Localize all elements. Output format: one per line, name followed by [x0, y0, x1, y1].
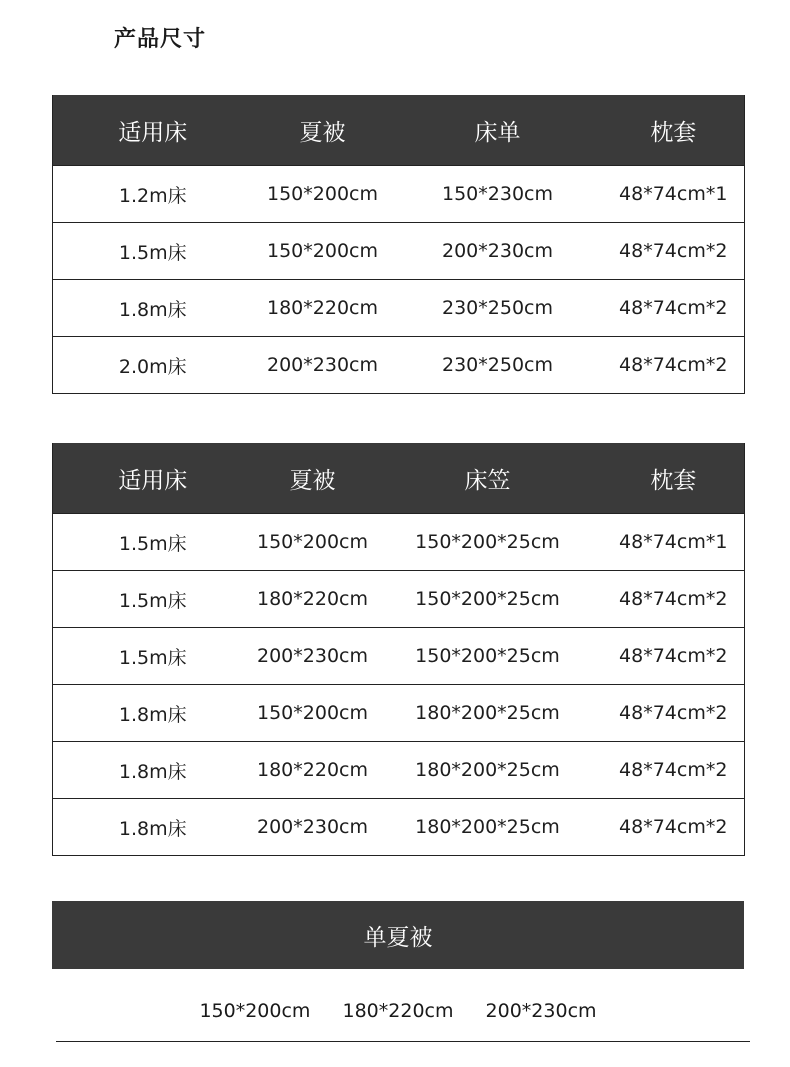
- table-row: [53, 571, 745, 628]
- table-row: [53, 223, 745, 280]
- cell-bed-size: 1.5m床: [53, 223, 253, 280]
- table-row: [53, 280, 745, 337]
- cell-bedsheet: 200*230cm: [393, 223, 603, 280]
- cell-fitted-sheet: 150*200*25cm: [373, 628, 603, 685]
- cell-pillowcase: 48*74cm*1: [603, 514, 745, 571]
- single-quilt-size: 200*230cm: [485, 1000, 597, 1022]
- header-summer-quilt: 夏被: [253, 443, 373, 514]
- cell-pillowcase: 48*74cm*2: [603, 223, 745, 280]
- table-row: [53, 628, 745, 685]
- cell-pillowcase: 48*74cm*2: [603, 799, 745, 856]
- size-table-bedsheet: [52, 95, 745, 394]
- cell-fitted-sheet: 180*200*25cm: [373, 742, 603, 799]
- cell-fitted-sheet: 150*200*25cm: [373, 571, 603, 628]
- cell-fitted-sheet: 150*200*25cm: [373, 514, 603, 571]
- cell-bed-size: 1.8m床: [53, 742, 253, 799]
- single-quilt-size: 180*220cm: [342, 1000, 454, 1022]
- table-row: [53, 337, 745, 394]
- cell-summer-quilt: 150*200cm: [253, 685, 373, 742]
- single-quilt-header: 单夏被: [52, 901, 744, 969]
- table-row: [53, 514, 745, 571]
- header-summer-quilt: 夏被: [253, 95, 393, 166]
- header-fitted-sheet: 床笠: [373, 443, 603, 514]
- cell-summer-quilt: 180*220cm: [253, 742, 373, 799]
- cell-summer-quilt: 150*200cm: [253, 223, 393, 280]
- cell-bedsheet: 150*230cm: [393, 166, 603, 223]
- header-bed-size: 适用床: [53, 443, 253, 514]
- cell-bedsheet: 230*250cm: [393, 280, 603, 337]
- cell-pillowcase: 48*74cm*2: [603, 571, 745, 628]
- cell-bed-size: 1.2m床: [53, 166, 253, 223]
- cell-summer-quilt: 200*230cm: [253, 337, 393, 394]
- cell-summer-quilt: 200*230cm: [253, 799, 373, 856]
- header-bed-size: 适用床: [53, 95, 253, 166]
- cell-bed-size: 1.8m床: [53, 685, 253, 742]
- cell-pillowcase: 48*74cm*1: [603, 166, 745, 223]
- cell-pillowcase: 48*74cm*2: [603, 337, 745, 394]
- cell-bed-size: 1.8m床: [53, 799, 253, 856]
- cell-bed-size: 1.5m床: [53, 514, 253, 571]
- table-header-row: [53, 95, 745, 166]
- cell-fitted-sheet: 180*200*25cm: [373, 685, 603, 742]
- size-table-fitted-sheet: [52, 443, 745, 856]
- cell-pillowcase: 48*74cm*2: [603, 628, 745, 685]
- table-header-row: [53, 443, 745, 514]
- table-row: [53, 685, 745, 742]
- single-quilt-size: 150*200cm: [199, 1000, 311, 1022]
- table-row: [53, 799, 745, 856]
- header-pillowcase: 枕套: [603, 443, 745, 514]
- bottom-divider: [56, 1041, 750, 1042]
- table-row: [53, 742, 745, 799]
- cell-bed-size: 2.0m床: [53, 337, 253, 394]
- cell-summer-quilt: 150*200cm: [253, 166, 393, 223]
- cell-bed-size: 1.5m床: [53, 571, 253, 628]
- cell-bed-size: 1.5m床: [53, 628, 253, 685]
- cell-fitted-sheet: 180*200*25cm: [373, 799, 603, 856]
- header-bedsheet: 床单: [393, 95, 603, 166]
- cell-summer-quilt: 200*230cm: [253, 628, 373, 685]
- cell-summer-quilt: 180*220cm: [253, 280, 393, 337]
- page-title: 产品尺寸: [114, 27, 207, 52]
- cell-summer-quilt: 150*200cm: [253, 514, 373, 571]
- table-row: [53, 166, 745, 223]
- cell-bedsheet: 230*250cm: [393, 337, 603, 394]
- cell-summer-quilt: 180*220cm: [253, 571, 373, 628]
- cell-pillowcase: 48*74cm*2: [603, 742, 745, 799]
- cell-pillowcase: 48*74cm*2: [603, 280, 745, 337]
- header-pillowcase: 枕套: [603, 95, 745, 166]
- cell-pillowcase: 48*74cm*2: [603, 685, 745, 742]
- single-quilt-sizes: [52, 1000, 744, 1022]
- cell-bed-size: 1.8m床: [53, 280, 253, 337]
